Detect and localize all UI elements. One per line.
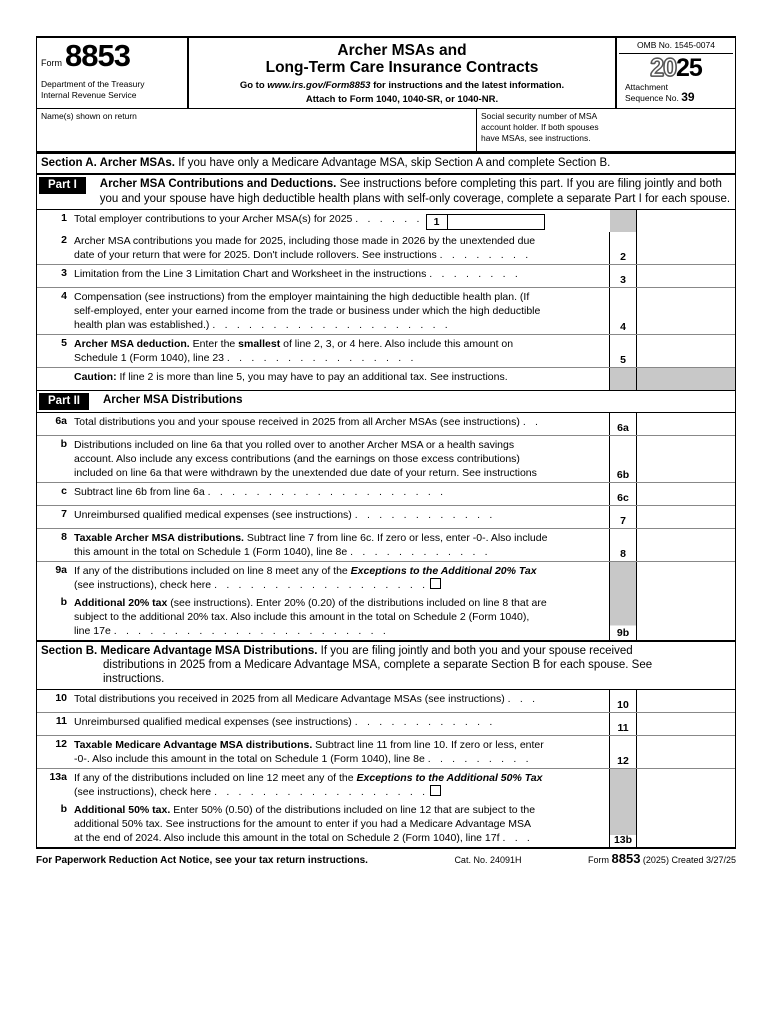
line-13b-text-cell <box>37 801 610 847</box>
form-footer <box>36 847 736 866</box>
line-7-number: 7 <box>61 508 67 520</box>
line-6b-text-cell <box>37 436 610 482</box>
line-6a-text-1: Total distributions you and your spouse received in 2025 from all Archer MSAs (see instructions) <box>74 416 520 428</box>
attachment-sequence <box>619 82 733 103</box>
line-5-text-cell <box>37 335 610 367</box>
header-omb-block <box>617 38 735 108</box>
line-4-box-number: 4 <box>620 321 626 333</box>
line-4-leader: . . . . . . . . . . . . . . . . . . . . <box>212 319 451 331</box>
line-9a-leader: . . . . . . . . . . . . . . . . . . <box>214 579 429 591</box>
line-12-text-2: -0-. Also include this amount in the total on Schedule 1 (Form 1040), line 8e <box>74 753 425 765</box>
line-10-box-number: 10 <box>617 699 629 711</box>
line-2-box-number: 2 <box>620 251 626 263</box>
line-9a-number: 9a <box>55 564 67 576</box>
line-9a-exceptions-ref: Exceptions to the Additional 20% Tax <box>350 565 537 577</box>
line-11-text-cell <box>37 713 610 735</box>
part-1-description <box>86 175 735 209</box>
line-9a-checkbox[interactable] <box>430 578 441 589</box>
line-9b-bold-lead: Additional 20% tax <box>74 597 168 609</box>
line-7-amount-input[interactable] <box>637 506 735 528</box>
line-8-row <box>37 529 735 562</box>
form-8853 <box>36 36 736 866</box>
part-1-lines <box>36 210 736 390</box>
line-1-box-number: 1 <box>427 215 448 229</box>
line-6a-number: 6a <box>55 415 67 427</box>
footer-form-number: 8853 <box>611 851 641 866</box>
line-5-leader: . . . . . . . . . . . . . . . . <box>226 352 417 364</box>
header-form-identity <box>37 38 189 108</box>
line-12-num-col <box>610 736 637 768</box>
line-9b-label <box>74 596 603 638</box>
line-4-amount-input[interactable] <box>637 288 735 334</box>
line-10-num-col <box>610 690 637 712</box>
line-2-num-col <box>610 232 637 264</box>
part-1-tag: Part I <box>39 177 86 194</box>
line-5-text-1b: of line 2, 3, or 4 here. Also include this amount on <box>280 338 514 350</box>
line-13b-text-1: Enter 50% (0.50) of the distributions included on line 12 that are subject to the <box>170 804 536 816</box>
form-title-line-2: Long-Term Care Insurance Contracts <box>265 59 539 76</box>
line-12-number: 12 <box>55 738 67 750</box>
line-6a-num-col <box>610 413 637 435</box>
line-13a-text-cell <box>37 769 610 801</box>
part-1-text: See instructions before completing this part. If you are filing jointly and both you and your spouse have high deductible health plans with self-only coverage, complete a separate Part I for each spouse. <box>99 178 731 205</box>
line-6a-text-cell <box>37 413 610 435</box>
line-1-num-col <box>610 210 637 232</box>
form-header <box>36 36 736 108</box>
line-6c-text-cell <box>37 483 610 505</box>
line-2-row <box>37 232 735 265</box>
line-9b-num-col <box>610 594 637 640</box>
line-2-label <box>74 234 603 262</box>
line-9b-box-number: 9b <box>616 627 630 639</box>
section-a-title: Section A. Archer MSAs. <box>41 157 175 169</box>
line-6b-label <box>74 438 603 480</box>
line-6a-label <box>74 415 603 429</box>
section-b-banner <box>36 640 736 690</box>
line-7-leader: . . . . . . . . . . . . <box>354 509 496 521</box>
goto-suffix: for instructions and the latest information. <box>370 80 565 91</box>
name-field-label: Name(s) shown on return <box>41 111 137 121</box>
line-13b-bold-lead: Additional 50% tax. <box>74 804 171 816</box>
line-13b-label <box>74 803 603 845</box>
line-13b-number: b <box>60 803 67 815</box>
line-6b-row <box>37 436 735 483</box>
line-9b-text-1: (see instructions). Enter 20% (0.20) of the distributions included on line 8 that are <box>167 597 547 609</box>
line-4-label <box>74 290 603 332</box>
line-6c-num-col <box>610 483 637 505</box>
line-11-box-number: 11 <box>617 722 629 734</box>
line-13a-checkbox[interactable] <box>430 785 441 796</box>
tax-year-prefix: 20 <box>650 54 676 82</box>
line-8-bold-lead: Taxable Archer MSA distributions. <box>74 532 244 544</box>
line-8-leader: . . . . . . . . . . . . <box>350 546 491 558</box>
line-13a-row <box>37 769 735 801</box>
name-field-cell[interactable] <box>37 109 477 151</box>
line-8-text-2: this amount in the total on Schedule 1 (Form 1040), line 8e <box>74 546 348 558</box>
line-13a-leader: . . . . . . . . . . . . . . . . . . <box>214 786 429 798</box>
line-2-amount-input[interactable] <box>637 232 735 264</box>
line-6a-leader: . . <box>522 416 542 428</box>
line-8-num-col <box>610 529 637 561</box>
line-12-leader: . . . . . . . . . <box>427 753 532 765</box>
line-13a-text-2: (see instructions), check here <box>74 786 212 798</box>
footer-form-prefix: Form <box>588 855 612 865</box>
caution-bold: Caution: <box>74 371 117 383</box>
part-1-heading: Archer MSA Contributions and Deductions. <box>99 178 337 190</box>
line-11-num-col <box>610 713 637 735</box>
line-5-num-col <box>610 335 637 367</box>
attachment-label-2: Sequence No. <box>625 93 679 103</box>
line-6b-text-3: included on line 6a that were withdrawn by the unextended due date of your return. See instructions <box>74 467 537 479</box>
line-5-amount-input[interactable] <box>637 335 735 367</box>
line-13b-box-number: 13b <box>613 834 633 846</box>
line-2-number: 2 <box>61 234 67 246</box>
ssn-label-1: Social security number of MSA <box>481 111 598 121</box>
department-line-2: Internal Revenue Service <box>41 90 137 100</box>
caution-amt-col <box>637 368 735 390</box>
line-6b-text-2: account. Also include any excess contributions (and the earnings on those excess contributions) <box>74 453 520 465</box>
line-13b-row <box>37 801 735 847</box>
line-6c-row <box>37 483 735 506</box>
catalog-number: Cat. No. 24091H <box>454 855 522 865</box>
line-12-bold-lead: Taxable Medicare Advantage MSA distributions. <box>74 739 313 751</box>
line-12-label <box>74 738 603 766</box>
section-b-lines <box>36 690 736 847</box>
line-6b-num-col <box>610 436 637 482</box>
part-2-lines <box>36 413 736 640</box>
line-4-row <box>37 288 735 335</box>
header-title-block <box>189 38 617 108</box>
line-8-amount-input[interactable] <box>637 529 735 561</box>
line-6c-label <box>74 485 603 499</box>
line-5-bold-lead: Archer MSA deduction. <box>74 338 190 350</box>
line-5-row <box>37 335 735 368</box>
line-11-leader: . . . . . . . . . . . . <box>354 716 496 728</box>
caution-text: If line 2 is more than line 5, you may have to pay an additional tax. See instructions. <box>116 371 508 383</box>
line-1-text: Total employer contributions to your Archer MSA(s) for 2025 <box>74 213 353 225</box>
line-6c-box-number: 6c <box>617 492 629 504</box>
ssn-field-cell[interactable] <box>477 109 735 151</box>
line-10-text-cell <box>37 690 610 712</box>
line-5-bold-mid: smallest <box>238 338 281 350</box>
line-4-text-3: health plan was established.) <box>74 319 210 331</box>
part-1-banner <box>36 174 736 210</box>
line-5-text-1: Enter the <box>189 338 239 350</box>
section-a-banner <box>36 152 736 174</box>
line-9a-num-col <box>610 562 637 594</box>
line-11-row <box>37 713 735 736</box>
line-13b-text-3: at the end of 2024. Also include this amount in the total on Schedule 2 (Form 1040), line 17f <box>74 832 500 844</box>
department-line-1: Department of the Treasury <box>41 79 145 89</box>
line-10-text-1: Total distributions you received in 2025 from all Medicare Advantage MSAs (see instructions) <box>74 693 505 705</box>
line-3-leader: . . . . . . . . <box>429 268 522 280</box>
line-9b-leader: . . . . . . . . . . . . . . . . . . . . . . . <box>113 625 389 637</box>
line-7-text-cell <box>37 506 610 528</box>
ssn-label-2: account holder. If both spouses <box>481 122 599 132</box>
line-9b-row <box>37 594 735 640</box>
irs-url[interactable]: www.irs.gov/Form8853 <box>267 80 371 91</box>
line-12-box-number: 12 <box>617 755 629 767</box>
line-6a-row <box>37 413 735 436</box>
line-6b-box-number: 6b <box>616 469 630 481</box>
line-12-amount-input[interactable] <box>637 736 735 768</box>
line-1-row <box>37 210 735 232</box>
line-6c-amount-input[interactable] <box>637 483 735 505</box>
line-9a-label <box>74 564 603 592</box>
section-b-line-2: distributions in 2025 from a Medicare Advantage MSA, complete a separate Section B for each spouse. See <box>103 659 653 671</box>
line-6c-leader: . . . . . . . . . . . . . . . . . . . . <box>207 486 447 498</box>
line-7-num-col <box>610 506 637 528</box>
line-9a-text-1: If any of the distributions included on line 8 meet any of the <box>74 565 351 577</box>
form-title-line-1: Archer MSAs and <box>337 42 467 59</box>
caution-label <box>74 370 603 384</box>
line-6c-text-1: Subtract line 6b from line 6a <box>74 486 205 498</box>
line-10-amount-input[interactable] <box>637 690 735 712</box>
paperwork-notice: For Paperwork Reduction Act Notice, see your tax return instructions. <box>36 855 368 866</box>
line-11-text-1: Unreimbursed qualified medical expenses (see instructions) <box>74 716 352 728</box>
line-3-number: 3 <box>61 267 67 279</box>
ssn-label-3: have MSAs, see instructions. <box>481 133 591 143</box>
line-4-number: 4 <box>61 290 67 302</box>
line-2-text-2: date of your return that were for 2025. Don't include rollovers. See instructions <box>74 249 437 261</box>
goto-instructions-line <box>193 80 611 92</box>
line-9a-text-cell <box>37 562 610 594</box>
line-2-text-1: Archer MSA contributions you made for 2025, including those made in 2026 by the unextended due <box>74 235 536 247</box>
line-3-box-number: 3 <box>620 274 626 286</box>
line-8-text-1: Subtract line 7 from line 6c. If zero or less, enter -0-. Also include <box>243 532 548 544</box>
line-7-row <box>37 506 735 529</box>
section-b-line-3: instructions. <box>103 673 165 685</box>
section-a-text: If you have only a Medicare Advantage MSA, skip Section A and complete Section B. <box>175 157 611 169</box>
line-13a-text-1: If any of the distributions included on line 12 meet any of the <box>74 772 357 784</box>
line-9b-text-cell <box>37 594 610 640</box>
line-4-text-2: self-employed, enter your earned income from the trade or business under which the high deductible <box>74 305 541 317</box>
line-13a-num-col <box>610 769 637 801</box>
part-2-banner <box>36 390 736 413</box>
line-6b-text-1: Distributions included on line 6a that you rolled over to another Archer MSA or a health savings <box>74 439 515 451</box>
line-3-text-cell <box>37 265 610 287</box>
line-11-number: 11 <box>55 715 67 727</box>
section-b-text: If you are filing jointly and both you and your spouse received <box>317 645 633 657</box>
line-7-text-1: Unreimbursed qualified medical expenses (see instructions) <box>74 509 352 521</box>
line-4-num-col <box>610 288 637 334</box>
tax-year <box>619 55 733 82</box>
line-9b-number: b <box>60 596 67 608</box>
line-6b-amount-input[interactable] <box>637 436 735 482</box>
line-10-row <box>37 690 735 713</box>
line-8-label <box>74 531 603 559</box>
footer-form-ref <box>588 851 736 866</box>
line-7-label <box>74 508 603 522</box>
line-13a-label <box>74 771 603 799</box>
line-13b-text-2: additional 50% tax. See instructions for the amount to enter if you had a Medicare Advantage MSA <box>74 818 532 830</box>
line-8-box-number: 8 <box>620 548 626 560</box>
line-12-text-1: Subtract line 11 from line 10. If zero or less, enter <box>312 739 544 751</box>
line-9a-text-2: (see instructions), check here <box>74 579 212 591</box>
line-1-leader: . . . . . . <box>355 213 423 225</box>
line-9b-text-3: line 17e <box>74 625 111 637</box>
line-10-number: 10 <box>55 692 67 704</box>
line-3-text-1: Limitation from the Line 3 Limitation Chart and Worksheet in the instructions <box>74 268 427 280</box>
attach-to-line: Attach to Form 1040, 1040-SR, or 1040-NR. <box>305 94 499 105</box>
goto-prefix: Go to <box>239 80 268 91</box>
line-12-text-cell <box>37 736 610 768</box>
line-11-amount-input[interactable] <box>637 713 735 735</box>
name-ssn-row <box>36 108 736 152</box>
line-10-leader: . . . <box>507 693 539 705</box>
line-11-label <box>74 715 603 729</box>
line-3-row <box>37 265 735 288</box>
line-6a-amount-input[interactable] <box>637 413 735 435</box>
line-5-text-2: Schedule 1 (Form 1040), line 23 <box>74 352 224 364</box>
caution-row <box>37 368 735 390</box>
line-13b-amount-input[interactable] <box>637 801 735 847</box>
line-6a-box-number: 6a <box>617 422 629 434</box>
line-4-text-cell <box>37 288 610 334</box>
part-2-tag: Part II <box>39 393 89 410</box>
line-3-label <box>74 267 603 281</box>
line-8-number: 8 <box>61 531 67 543</box>
line-9a-row <box>37 562 735 594</box>
line-6c-number: c <box>61 485 67 497</box>
line-13a-number: 13a <box>49 771 67 783</box>
line-7-box-number: 7 <box>620 515 626 527</box>
attachment-label-1: Attachment <box>625 82 668 92</box>
line-12-row <box>37 736 735 769</box>
line-13b-leader: . . . <box>502 832 534 844</box>
form-number: 8853 <box>65 38 130 73</box>
line-1-label <box>74 212 604 230</box>
line-1-text-cell <box>37 210 610 232</box>
line-9a-amt-col <box>637 562 735 594</box>
line-1-inline-box[interactable] <box>426 214 545 230</box>
tax-year-suffix: 25 <box>676 54 702 82</box>
line-1-number: 1 <box>61 212 67 224</box>
line-9b-amount-input[interactable] <box>637 594 735 640</box>
line-2-text-cell <box>37 232 610 264</box>
caution-num-col <box>610 368 637 390</box>
attachment-sequence-number: 39 <box>681 90 695 104</box>
section-b-title: Section B. Medicare Advantage MSA Distributions. <box>41 645 318 657</box>
line-1-amt-col <box>637 210 735 232</box>
omb-number: OMB No. 1545-0074 <box>619 40 733 54</box>
line-10-label <box>74 692 603 706</box>
line-3-amount-input[interactable] <box>637 265 735 287</box>
line-13a-amt-col <box>637 769 735 801</box>
line-9b-text-2: subject to the additional 20% tax. Also include this amount in the total on Schedule 2 (Form 1040), <box>74 611 530 623</box>
line-6b-number: b <box>60 438 67 450</box>
line-8-text-cell <box>37 529 610 561</box>
line-5-box-number: 5 <box>620 354 626 366</box>
line-13b-num-col <box>610 801 637 847</box>
line-4-text-1: Compensation (see instructions) from the employer maintaining the high deductible health plan. (If <box>74 291 530 303</box>
line-2-leader: . . . . . . . . <box>439 249 532 261</box>
line-3-num-col <box>610 265 637 287</box>
form-label: Form <box>41 58 62 68</box>
part-2-heading: Archer MSA Distributions <box>102 394 243 406</box>
caution-text-cell <box>37 368 610 390</box>
line-13a-exceptions-ref: Exceptions to the Additional 50% Tax <box>356 772 543 784</box>
footer-form-suffix: (2025) Created 3/27/25 <box>640 855 736 865</box>
part-2-description <box>89 391 735 412</box>
line-5-number: 5 <box>61 337 67 349</box>
line-5-label <box>74 337 603 365</box>
